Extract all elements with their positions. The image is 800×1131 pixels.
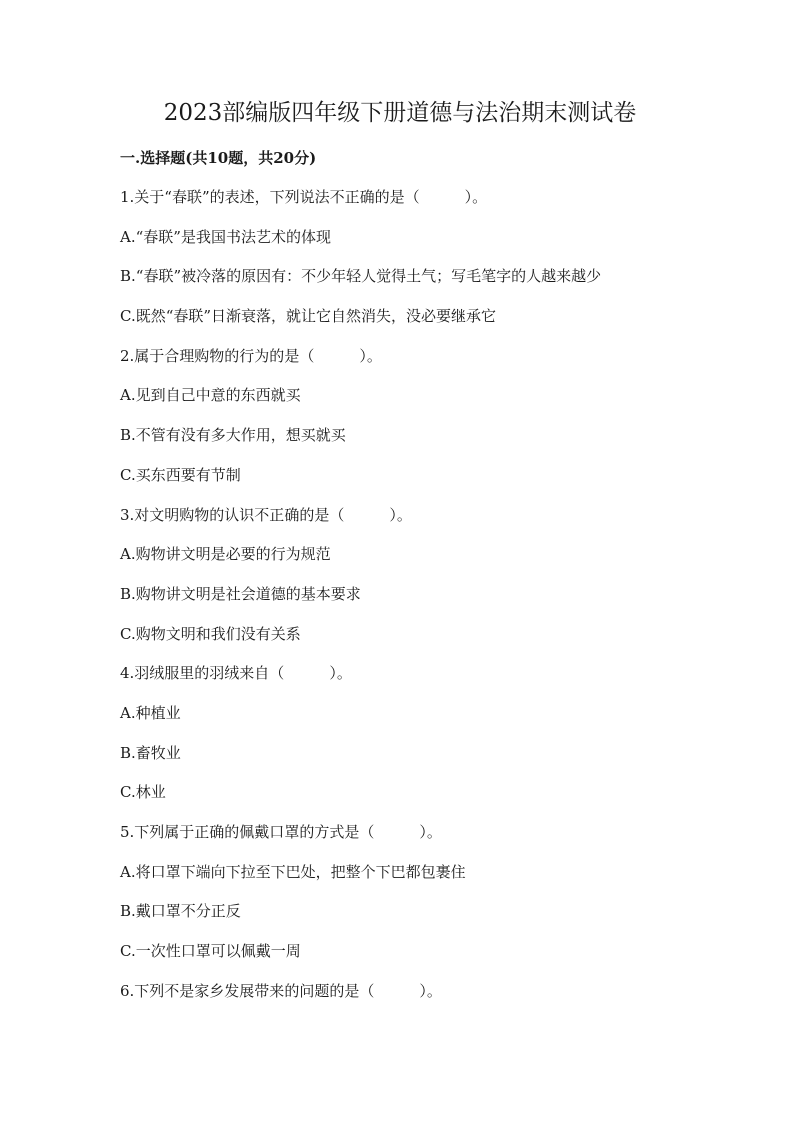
document-title: 2023部编版四年级下册道德与法治期末测试卷 (163, 100, 637, 126)
answer-option: A.将口罩下端向下拉至下巴处，把整个下巴都包裹住 (120, 862, 466, 881)
question-stem: 5.下列属于正确的佩戴口罩的方式是（ ）。 (120, 823, 442, 841)
question-stem: 3.对文明购物的认识不正确的是（ ）。 (120, 505, 412, 524)
question-list (120, 185, 750, 1018)
answer-option: B.购物讲文明是社会道德的基本要求 (120, 584, 361, 603)
answer-option: C.一次性口罩可以佩戴一周 (120, 942, 301, 961)
section-heading: 一.选择题(共10题，共20分) (120, 149, 317, 167)
question-stem: 2.属于合理购物的行为的是（ ）。 (120, 346, 382, 365)
question-stem: 1.关于“春联”的表述，下列说法不正确的是（ ）。 (120, 188, 488, 206)
answer-option: C.购物文明和我们没有关系 (120, 624, 301, 643)
question-stem: 4.羽绒服里的羽绒来自（ ）。 (120, 664, 352, 683)
answer-option: A.种植业 (120, 703, 181, 722)
answer-option: C.林业 (120, 783, 166, 802)
answer-option: B.“春联”被冷落的原因有：不少年轻人觉得土气；写毛笔字的人越来越少 (120, 267, 602, 286)
answer-option: B.畜牧业 (120, 743, 181, 762)
answer-option: A.“春联”是我国书法艺术的体现 (120, 227, 331, 246)
answer-option: A.见到自己中意的东西就买 (120, 386, 301, 405)
answer-option: B.戴口罩不分正反 (120, 902, 241, 921)
question-stem: 6.下列不是家乡发展带来的问题的是（ ）。 (120, 981, 442, 1000)
answer-option: A.购物讲文明是必要的行为规范 (120, 545, 331, 564)
answer-option: B.不管有没有多大作用，想买就买 (120, 426, 346, 445)
answer-option: C.既然“春联”日渐衰落，就让它自然消失，没必要继承它 (120, 307, 497, 326)
answer-option: C.买东西要有节制 (120, 465, 241, 484)
